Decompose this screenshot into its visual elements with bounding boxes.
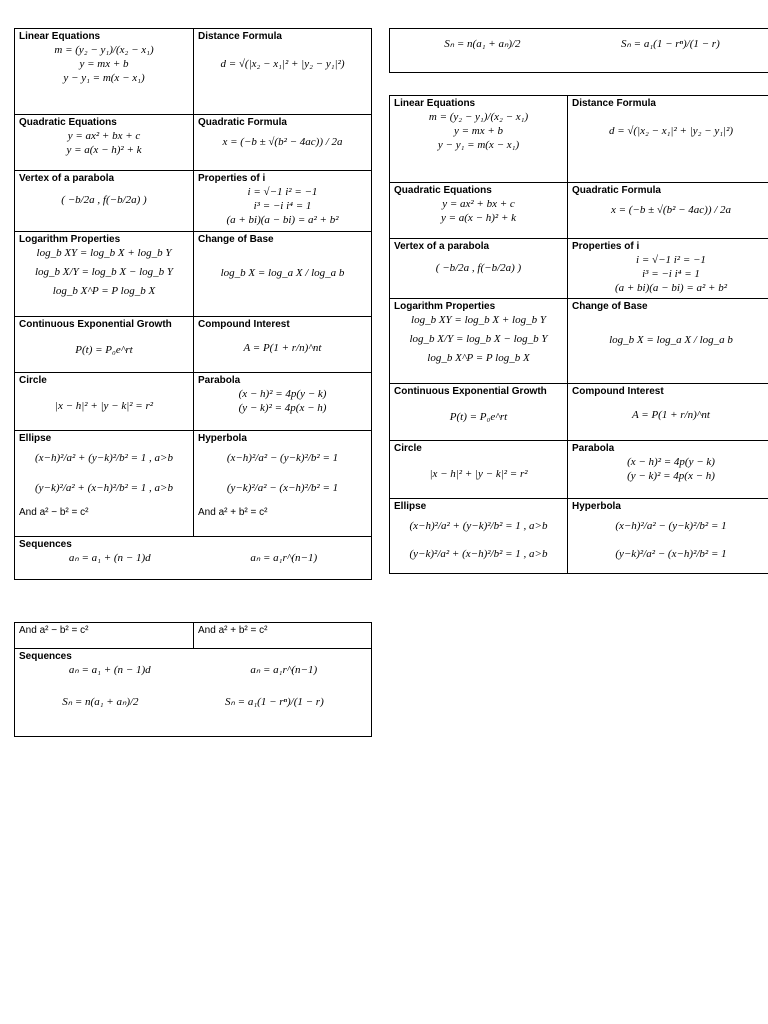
- cell-ellipse: [390, 499, 568, 574]
- cell-ellipse: [15, 431, 194, 537]
- cell-title: Parabola: [572, 443, 615, 454]
- cell-parabola: [194, 373, 372, 431]
- cell-title: Distance Formula: [198, 31, 282, 42]
- formula-geometric-sequence: aₙ = a₁r^(n−1): [250, 552, 318, 564]
- formula-continuous-growth: P(t) = P₀e^rt: [75, 344, 133, 356]
- formula-slope-intercept: y = mx + b: [79, 58, 129, 70]
- cell-title: Quadratic Formula: [198, 117, 287, 128]
- formula-log-product: log_b XY = log_b X + log_b Y: [36, 247, 172, 259]
- cell-change-of-base: [194, 232, 372, 317]
- formula-sheet-left: [14, 28, 372, 580]
- cell-distance-formula: [568, 96, 768, 183]
- cell-title: Hyperbola: [198, 433, 247, 444]
- formula-parabola-vertical: (x − h)² = 4p(y − k): [238, 388, 327, 400]
- formula-i-powers-1: i = √−1 i² = −1: [247, 186, 318, 198]
- formula-vertex-form: y = a(x − h)² + k: [440, 212, 517, 224]
- formula-standard-form: y = ax² + bx + c: [67, 130, 141, 142]
- formula-complex-conjugate: (a + bi)(a − bi) = a² + b²: [614, 282, 728, 294]
- formula-geometric-sum: Sₙ = a₁(1 − rⁿ)/(1 − r): [225, 696, 324, 708]
- cell-compound-interest: [194, 317, 372, 373]
- cell-change-of-base: [568, 299, 768, 384]
- formula-standard-form: y = ax² + bx + c: [442, 198, 515, 210]
- formula-sheet-sums-strip: [389, 28, 768, 73]
- formula-log-product: log_b XY = log_b X + log_b Y: [411, 314, 546, 326]
- formula-vertex: ( −b/2a , f(−b/2a) ): [435, 262, 522, 274]
- formula-parabola-vertical: (x − h)² = 4p(y − k): [627, 456, 715, 468]
- cell-linear-equations: [15, 29, 194, 115]
- cell-continuous-growth: [15, 317, 194, 373]
- ellipse-relation-note: And a² − b² = c²: [19, 507, 89, 518]
- cell-vertex-of-parabola: [15, 171, 194, 232]
- cell-sequences: [15, 649, 372, 737]
- formula-geometric-sum: Sₙ = a₁(1 − rⁿ)/(1 − r): [621, 38, 720, 50]
- formula-quadratic: x = (−b ± √(b² − 4ac)) / 2a: [222, 136, 343, 148]
- formula-ellipse-horizontal: (x−h)²/a² + (y−k)²/b² = 1 , a>b: [35, 452, 173, 464]
- cell-title: Ellipse: [19, 433, 52, 444]
- cell-title: Circle: [19, 375, 47, 386]
- formula-parabola-horizontal: (y − k)² = 4p(x − h): [627, 470, 715, 482]
- formula-slope-intercept: y = mx + b: [453, 125, 504, 137]
- cell-title: Linear Equations: [19, 31, 101, 42]
- formula-complex-conjugate: (a + bi)(a − bi) = a² + b²: [226, 214, 339, 226]
- cell-title: Hyperbola: [572, 501, 621, 512]
- cell-title: Quadratic Equations: [19, 117, 117, 128]
- cell-distance-formula: [194, 29, 372, 115]
- cell-title: Compound Interest: [198, 319, 290, 330]
- cell-quadratic-formula: [194, 115, 372, 171]
- formula-slope: m = (y₂ − y₁)/(x₂ − x₁): [428, 111, 529, 123]
- formula-change-of-base: log_b X = log_a X / log_a b: [609, 334, 733, 346]
- cell-circle: [15, 373, 194, 431]
- cell-properties-of-i: [568, 239, 768, 299]
- cell-title: Change of Base: [198, 234, 274, 245]
- cell-logarithm-properties: [15, 232, 194, 317]
- cell-title: Properties of i: [572, 241, 640, 252]
- formula-arithmetic-sum: Sₙ = n(a₁ + aₙ)/2: [62, 696, 139, 708]
- cell-title: Change of Base: [572, 301, 648, 312]
- cell-title: Logarithm Properties: [394, 301, 496, 312]
- cell-parabola: [568, 441, 768, 499]
- cell-sequences: [15, 537, 372, 580]
- cell-title: Continuous Exponential Growth: [19, 319, 172, 330]
- cell-title: Sequences: [19, 651, 72, 662]
- formula-slope: m = (y₂ − y₁)/(x₂ − x₁): [54, 44, 154, 56]
- formula-circle: |x − h|² + |y − k|² = r²: [429, 468, 528, 480]
- formula-change-of-base: log_b X = log_a X / log_a b: [220, 267, 345, 279]
- cell-series-sums: [390, 29, 768, 73]
- formula-sheet-right: [389, 95, 768, 574]
- cell-title: Quadratic Equations: [394, 185, 492, 196]
- cell-circle: [390, 441, 568, 499]
- cell-linear-equations: [390, 96, 568, 183]
- cell-properties-of-i: [194, 171, 372, 232]
- cell-title: Properties of i: [198, 173, 266, 184]
- cell-vertex-of-parabola: [390, 239, 568, 299]
- formula-arithmetic-sequence: aₙ = a₁ + (n − 1)d: [68, 552, 151, 564]
- cell-quadratic-equations: [390, 183, 568, 239]
- cell-title: Quadratic Formula: [572, 185, 661, 196]
- cell-title: Distance Formula: [572, 98, 656, 109]
- formula-distance: d = √(|x₂ − x₁|² + |y₂ − y₁|²): [608, 125, 734, 137]
- formula-log-quotient: log_b X/Y = log_b X − log_b Y: [35, 266, 173, 278]
- formula-circle: |x − h|² + |y − k|² = r²: [54, 400, 154, 412]
- cell-title: Circle: [394, 443, 422, 454]
- formula-i-powers-2: i³ = −i i⁴ = 1: [642, 268, 700, 280]
- formula-continuous-growth: P(t) = P₀e^rt: [449, 411, 508, 423]
- cell-title: Vertex of a parabola: [19, 173, 115, 184]
- formula-hyperbola-vertical: (y−k)²/a² − (x−h)²/b² = 1: [226, 482, 339, 494]
- cell-continuous-growth: [390, 384, 568, 441]
- formula-i-powers-2: i³ = −i i⁴ = 1: [253, 200, 312, 212]
- formula-ellipse-vertical: (y−k)²/a² + (x−h)²/b² = 1 , a>b: [409, 548, 548, 560]
- formula-geometric-sequence: aₙ = a₁r^(n−1): [250, 664, 318, 676]
- formula-quadratic: x = (−b ± √(b² − 4ac)) / 2a: [610, 204, 732, 216]
- cell-title: Compound Interest: [572, 386, 664, 397]
- cell-title: Ellipse: [394, 501, 427, 512]
- formula-point-slope: y − y₁ = m(x − x₁): [63, 72, 145, 84]
- cell-title: Continuous Exponential Growth: [394, 386, 547, 397]
- formula-compound-interest: A = P(1 + r/n)^nt: [632, 409, 710, 421]
- cell-title: Logarithm Properties: [19, 234, 121, 245]
- formula-distance: d = √(|x₂ − x₁|² + |y₂ − y₁|²): [220, 58, 345, 70]
- formula-log-quotient: log_b X/Y = log_b X − log_b Y: [409, 333, 548, 345]
- formula-arithmetic-sum: Sₙ = n(a₁ + aₙ)/2: [444, 38, 521, 50]
- formula-ellipse-vertical: (y−k)²/a² + (x−h)²/b² = 1 , a>b: [35, 482, 173, 494]
- formula-ellipse-horizontal: (x−h)²/a² + (y−k)²/b² = 1 , a>b: [409, 520, 548, 532]
- cell-hyperbola: [568, 499, 768, 574]
- formula-hyperbola-vertical: (y−k)²/a² − (x−h)²/b² = 1: [615, 548, 727, 560]
- cell-quadratic-formula: [568, 183, 768, 239]
- cell-hyperbola: [194, 431, 372, 537]
- formula-sheet-continuation: [14, 622, 372, 737]
- cell-quadratic-equations: [15, 115, 194, 171]
- hyperbola-relation-note: And a² + b² = c²: [198, 625, 268, 636]
- cell-title: Vertex of a parabola: [394, 241, 490, 252]
- formula-i-powers-1: i = √−1 i² = −1: [636, 254, 706, 266]
- formula-log-power: log_b X^P = P log_b X: [427, 352, 530, 364]
- cell-compound-interest: [568, 384, 768, 441]
- formula-compound-interest: A = P(1 + r/n)^nt: [243, 342, 322, 354]
- cell-title: Sequences: [19, 539, 72, 550]
- cell-hyperbola-note: [194, 623, 372, 649]
- formula-hyperbola-horizontal: (x−h)²/a² − (y−k)²/b² = 1: [226, 452, 339, 464]
- cell-title: Linear Equations: [394, 98, 476, 109]
- formula-vertex: ( −b/2a , f(−b/2a) ): [61, 194, 147, 206]
- formula-parabola-horizontal: (y − k)² = 4p(x − h): [238, 402, 327, 414]
- formula-log-power: log_b X^P = P log_b X: [52, 285, 156, 297]
- cell-title: Parabola: [198, 375, 241, 386]
- formula-arithmetic-sequence: aₙ = a₁ + (n − 1)d: [68, 664, 151, 676]
- cell-logarithm-properties: [390, 299, 568, 384]
- formula-vertex-form: y = a(x − h)² + k: [66, 144, 142, 156]
- formula-point-slope: y − y₁ = m(x − x₁): [437, 139, 520, 151]
- formula-hyperbola-horizontal: (x−h)²/a² − (y−k)²/b² = 1: [615, 520, 727, 532]
- hyperbola-relation-note: And a² + b² = c²: [198, 507, 268, 518]
- ellipse-relation-note: And a² − b² = c²: [19, 625, 89, 636]
- cell-ellipse-note: [15, 623, 194, 649]
